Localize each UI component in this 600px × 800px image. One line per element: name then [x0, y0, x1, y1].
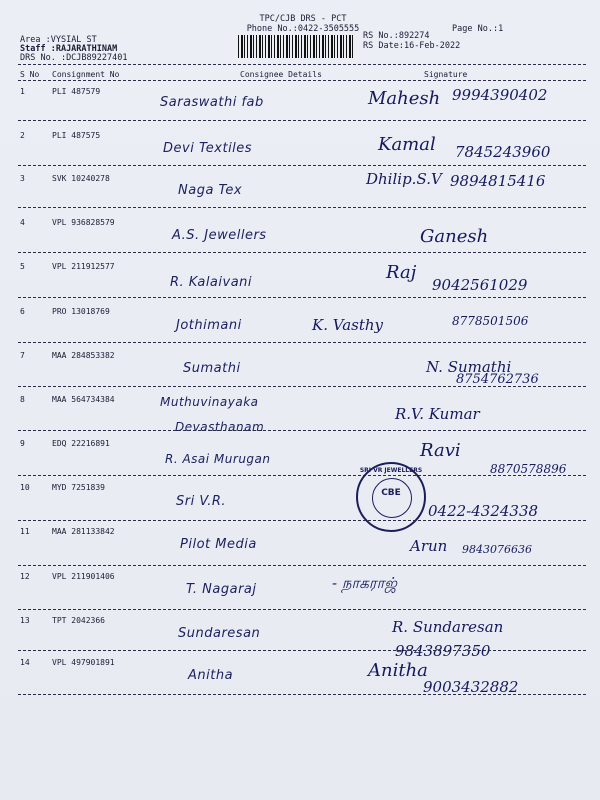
row-divider — [18, 609, 586, 610]
row-13-phone: 9843897350 — [395, 642, 491, 660]
column-divider — [18, 80, 586, 81]
row-6-phone: 8778501506 — [452, 314, 529, 328]
page-number: Page No.:1 — [452, 24, 504, 34]
row-10-sno: 10 — [20, 483, 30, 492]
row-divider — [18, 565, 586, 566]
row-14-signature: Anitha — [368, 660, 428, 681]
row-divider — [18, 120, 586, 121]
row-8-signature: R.V. Kumar — [395, 405, 480, 423]
row-10-consignee: Sri V.R. — [176, 494, 227, 509]
row-6-consignee: Jothimani — [176, 318, 242, 333]
row-8-consignment: MAA 564734384 — [52, 395, 115, 404]
row-3-signature: Dhilip.S.V — [366, 170, 442, 188]
row-divider — [18, 475, 586, 476]
row-1-signature: Mahesh — [368, 88, 441, 109]
row-divider — [18, 520, 586, 521]
row-4-consignment: VPL 936828579 — [52, 218, 115, 227]
row-9-consignee: R. Asai Murugan — [165, 452, 271, 466]
row-11-consignment: MAA 281133842 — [52, 527, 115, 536]
row-12-sno: 12 — [20, 572, 30, 581]
row-10-consignment: MYD 7251839 — [52, 483, 105, 492]
row-12-consignee: T. Nagaraj — [186, 582, 257, 597]
row-1-phone: 9994390402 — [452, 86, 548, 104]
row-3-sno: 3 — [20, 174, 25, 183]
row-2-phone: 7845243960 — [455, 143, 551, 161]
row-9-consignment: EDQ 22216891 — [52, 439, 110, 448]
row-14-sno: 14 — [20, 658, 30, 667]
row-5-consignee: R. Kalaivani — [170, 275, 253, 290]
stamp-center-text: CBE — [381, 488, 401, 498]
row-5-signature: Raj — [386, 262, 417, 283]
row-9-signature: Ravi — [420, 440, 461, 461]
row-2-signature: Kamal — [378, 134, 436, 155]
row-7-consignment: MAA 284853382 — [52, 351, 115, 360]
col-header-signature: Signature — [424, 70, 468, 79]
row-4-signature: Ganesh — [420, 226, 489, 247]
row-1-consignment: PLI 487579 — [52, 87, 101, 96]
route-title: TPC/CJB DRS - PCT — [259, 14, 347, 24]
row-6-sno: 6 — [20, 307, 25, 316]
row-13-consignee: Sundaresan — [178, 626, 261, 641]
header-center — [228, 14, 378, 34]
row-4-consignee: A.S. Jewellers — [172, 228, 267, 243]
row-11-signature: Arun — [410, 537, 448, 555]
row-divider — [18, 386, 586, 387]
row-11-consignee: Pilot Media — [180, 537, 257, 552]
barcode — [238, 35, 354, 58]
row-2-consignee: Devi Textiles — [163, 141, 253, 156]
drs-line: DRS No. :DCJB89227401 — [20, 53, 128, 63]
row-9-sno: 9 — [20, 439, 25, 448]
staff-line: Staff :RAJARATHINAM — [20, 44, 118, 54]
row-3-phone: 9894815416 — [450, 172, 546, 190]
rs-date: RS Date:16-Feb-2022 — [363, 41, 461, 51]
stamp-inner-circle — [372, 478, 412, 518]
company-stamp — [356, 462, 426, 532]
row-7-phone: 8754762736 — [456, 372, 539, 387]
col-header-consignee: Consignee Details — [240, 70, 322, 79]
area-line: Area :VYSIAL ST — [20, 35, 97, 45]
rs-number: RS No.:892274 — [363, 31, 430, 41]
phone-line: Phone No.:0422-3505555 — [246, 24, 360, 34]
row-1-consignee: Saraswathi fab — [160, 95, 264, 110]
row-5-sno: 5 — [20, 262, 25, 271]
row-7-signature: N. Sumathi — [426, 358, 512, 376]
row-6-consignment: PRO 13018769 — [52, 307, 110, 316]
row-divider — [18, 694, 586, 695]
row-13-signature: R. Sundaresan — [392, 618, 504, 636]
row-7-consignee: Sumathi — [183, 361, 241, 376]
row-5-phone: 9042561029 — [432, 276, 528, 294]
stamp-ring-text: SRI VR JEWELLERS — [359, 467, 423, 474]
row-4-sno: 4 — [20, 218, 25, 227]
row-3-consignee: Naga Tex — [178, 183, 243, 198]
row-14-consignment: VPL 497901891 — [52, 658, 115, 667]
row-divider — [18, 252, 586, 253]
row-3-consignment: SVK 10240278 — [52, 174, 110, 183]
row-11-phone: 9843076636 — [462, 543, 532, 556]
row-13-consignment: TPT 2042366 — [52, 616, 105, 625]
row-12-consignment: VPL 211901406 — [52, 572, 115, 581]
row-9-phone: 8870578896 — [490, 462, 567, 476]
header-divider — [18, 64, 586, 65]
row-divider — [18, 165, 586, 166]
row-divider — [18, 650, 586, 651]
row-divider — [18, 207, 586, 208]
row-divider — [18, 297, 586, 298]
row-6-signature: K. Vasthy — [312, 316, 384, 334]
row-11-sno: 11 — [20, 527, 30, 536]
row-10-phone: 0422-4324338 — [428, 502, 539, 520]
row-8-sno: 8 — [20, 395, 25, 404]
row-5-consignment: VPL 211912577 — [52, 262, 115, 271]
row-7-sno: 7 — [20, 351, 25, 360]
row-8-consignee-line1: Muthuvinayaka — [160, 395, 259, 409]
row-14-consignee: Anitha — [188, 668, 234, 683]
row-2-consignment: PLI 487575 — [52, 131, 101, 140]
row-2-sno: 2 — [20, 131, 25, 140]
row-divider — [18, 342, 586, 343]
row-1-sno: 1 — [20, 87, 25, 96]
row-8-consignee-line2: Devasthanam — [175, 420, 265, 434]
col-header-consignment: Consignment No — [52, 70, 120, 79]
row-14-phone: 9003432882 — [423, 678, 519, 696]
row-13-sno: 13 — [20, 616, 30, 625]
col-header-sno: S No — [20, 70, 40, 79]
row-divider — [18, 430, 586, 431]
row-12-signature: - நாகராஜ் — [332, 574, 397, 592]
